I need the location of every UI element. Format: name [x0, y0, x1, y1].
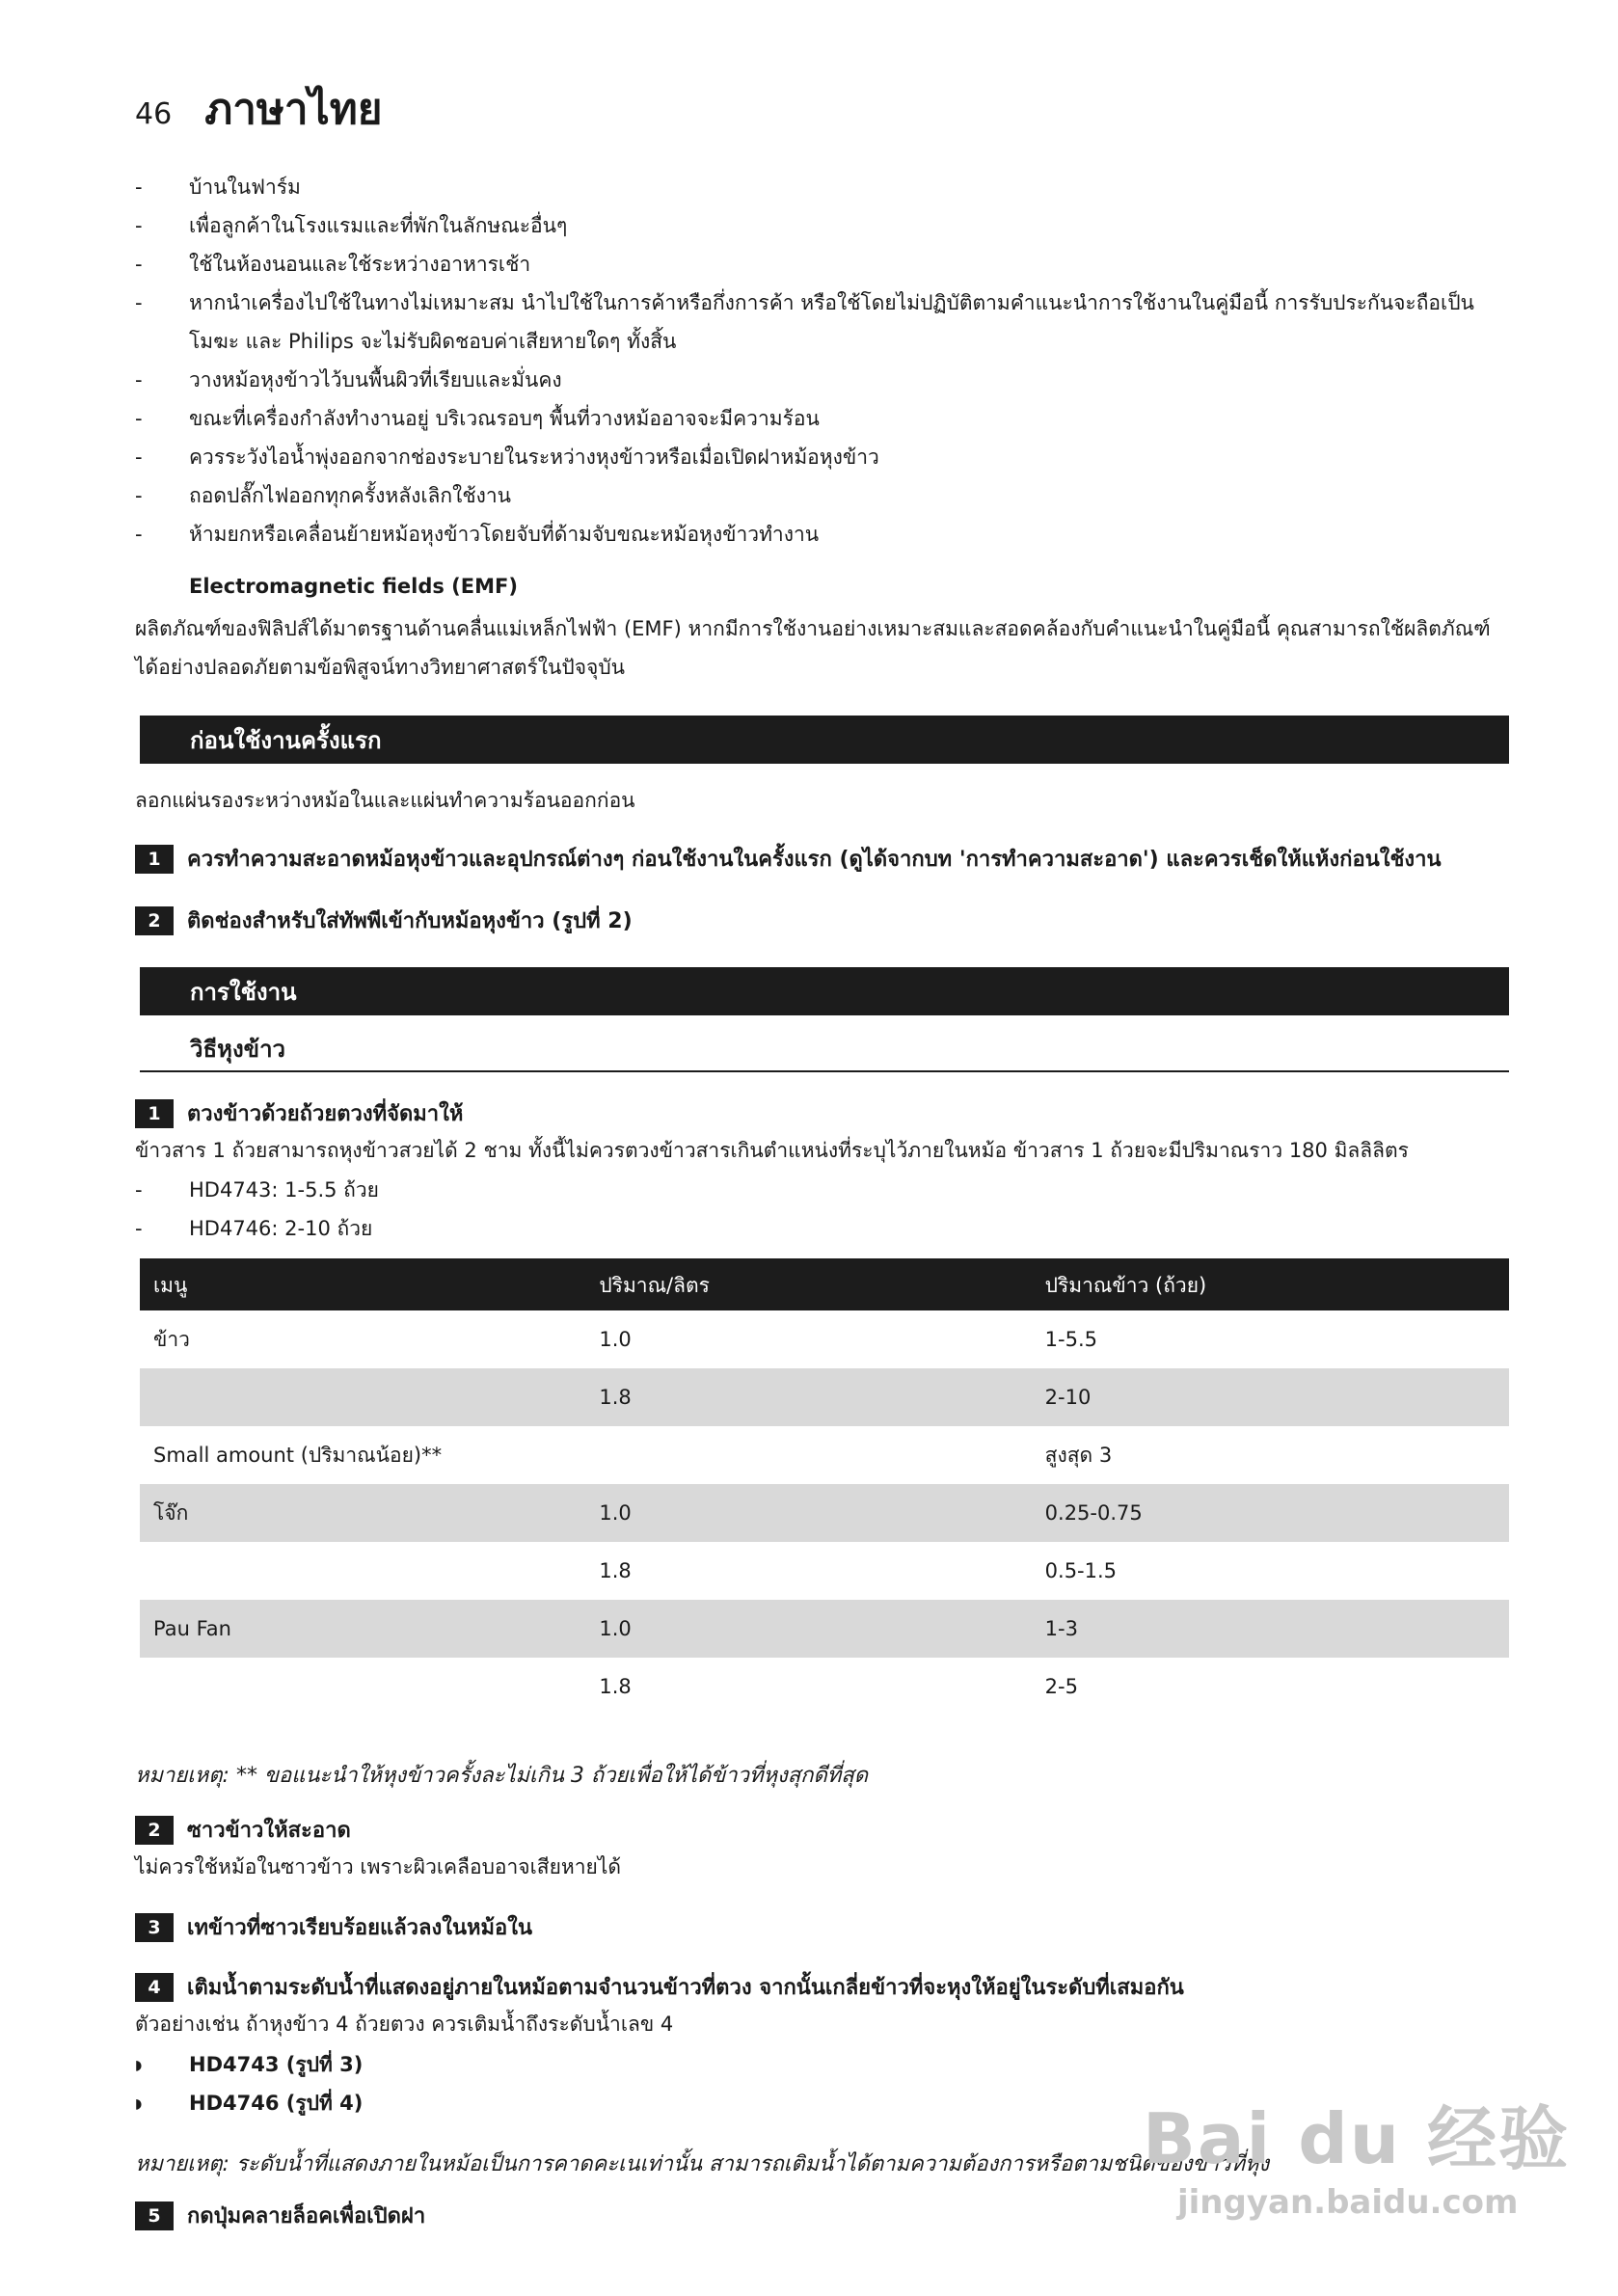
- table-row: 1.8 0.5-1.5: [599, 1559, 1118, 1582]
- section-before-first-use: ก่อนใช้งานครั้งแรก: [140, 716, 1509, 764]
- step-description: ข้าวสาร 1 ถ้วยสามารถหุงข้าวสวยได้ 2 ชาม ทั้งนี้ไม่ควรตวงข้าวสารเกินตำแหน่งที่ระบุไว้ภายในหม้อ ข้าวสาร 1 ถ้วยจะมีปริมาณราว 180 มิลลิลิตร: [135, 1139, 1409, 1162]
- step-number: 2: [135, 906, 174, 935]
- list-item: - ขณะที่เครื่องกำลังทำงานอยู่ บริเวณรอบๆ พื้นที่วางหม้ออาจจะมีความร้อน: [135, 407, 820, 430]
- table-row: ข้าว 1.0 1-5.5: [153, 1327, 1097, 1351]
- intro-bullet-list: [135, 168, 1504, 554]
- bullet-icon: ◗: [135, 2057, 143, 2073]
- subheading-how-to-cook: วิธีหุงข้าว: [140, 1030, 1509, 1072]
- step-text: ตวงข้าวด้วยถ้วยตวงที่จัดมาให้: [187, 1102, 464, 1126]
- step-text: ซาวข้าวให้สะอาด: [187, 1819, 351, 1843]
- step-item: [135, 2199, 425, 2232]
- emf-paragraph: ผลิตภัณฑ์ของฟิลิปส์ได้มาตรฐานด้านคลื่นแม่เหล็กไฟฟ้า (EMF) หากมีการใช้งานอย่างเหมาะสมและสอดคล้องกับคำแนะนำในคู่มือนี้ คุณสามารถใช้ผลิตภัณฑ์ได้อย่างปลอดภัยตามข้อพิสูจน์ทางวิทยาศาสตร์ในปัจจุบัน: [135, 617, 1491, 679]
- list-item: - หากนำเครื่องไปใช้ในทางไม่เหมาะสม นำไปใช้ในการค้าหรือกึ่งการค้า หรือใช้โดยไม่ปฏิบัติตามคำแนะนำการใช้งานในคู่มือนี้ การรับประกันจะถือเป็นโมฆะ และ Philips จะไม่รับผิดชอบค่าเสียหายใดๆ ทั้งสิ้น: [135, 291, 1474, 353]
- step-text: ควรทำความสะอาดหม้อหุงข้าวและอุปกรณ์ต่างๆ ก่อนใช้งานในครั้งแรก (ดูได้จากบท 'การทำความสะอาด') และควรเช็ดให้แห้งก่อนใช้งาน: [187, 848, 1442, 872]
- before-first-use-intro: ลอกแผ่นรองระหว่างหม้อในและแผ่นทำความร้อนออกก่อน: [135, 789, 635, 812]
- column-header: ปริมาณข้าว (ถ้วย): [1044, 1274, 1207, 1297]
- spec-item: - HD4746: 2-10 ถ้วย: [135, 1217, 373, 1240]
- step-text: เทข้าวที่ซาวเรียบร้อยแล้วลงในหม้อใน: [187, 1916, 533, 1940]
- page-header: [135, 75, 383, 143]
- list-item: - วางหม้อหุงข้าวไว้บนพื้นผิวที่เรียบและมั่นคง: [135, 368, 562, 392]
- step-number: 1: [135, 845, 174, 874]
- list-item: - ห้ามยกหรือเคลื่อนย้ายหม้อหุงข้าวโดยจับที่ด้ามจับขณะหม้อหุงข้าวทำงาน: [135, 523, 820, 546]
- step-text: กดปุ่มคลายล็อคเพื่อเปิดฝา: [187, 2204, 426, 2228]
- note-text: หมายเหตุ: ระดับน้ำที่แสดงภายในหม้อเป็นการคาดคะเนเท่านั้น สามารถเติมน้ำได้ตามความต้องการหรือตามชนิดของข้าวที่หุง: [135, 2152, 1270, 2176]
- step-item: [135, 1910, 532, 1944]
- watermark-brand: Bai du 经验: [1143, 2098, 1571, 2179]
- list-item: - ถอดปลั๊กไฟออกทุกครั้งหลังเลิกใช้งาน: [135, 484, 512, 507]
- table-header-row: [140, 1258, 1509, 1310]
- step-text: เติมน้ำตามระดับน้ำที่แสดงอยู่ภายในหม้อตามจำนวนข้าวที่ตวง จากนั้นเกลี่ยข้าวที่จะหุงให้อยู่ในระดับที่เสมอกัน: [187, 1976, 1184, 2000]
- step-item: [135, 1096, 463, 1130]
- page-title: ภาษาไทย: [204, 85, 383, 134]
- step-number: 5: [135, 2201, 174, 2230]
- emf-heading: Electromagnetic fields (EMF): [189, 575, 518, 598]
- table-row: Small amount (ปริมาณน้อย)** สูงสุด 3: [153, 1443, 1113, 1467]
- step-item: [135, 1970, 1184, 2004]
- column-header: เมนู: [153, 1274, 188, 1297]
- step-description: ไม่ควรใช้หม้อในซาวข้าว เพราะผิวเคลือบอาจเสียหายได้: [135, 1855, 622, 1878]
- step-item: [135, 1813, 351, 1847]
- step-item: [135, 904, 633, 937]
- bullet-icon: ◗: [135, 2095, 143, 2112]
- table-row: 1.8 2-10: [140, 1368, 1509, 1426]
- model-item: ◗ HD4746 (รูปที่ 4): [135, 2092, 364, 2115]
- table-row: โจ๊ก 1.0 0.25-0.75: [140, 1484, 1509, 1542]
- model-item: ◗ HD4743 (รูปที่ 3): [135, 2053, 364, 2076]
- cooking-table: [140, 1258, 1509, 1715]
- spec-item: - HD4743: 1-5.5 ถ้วย: [135, 1178, 379, 1202]
- list-item: - เพื่อลูกค้าในโรงแรมและที่พักในลักษณะอื่นๆ: [135, 214, 568, 237]
- list-item: - ใช้ในห้องนอนและใช้ระหว่างอาหารเช้า: [135, 253, 531, 276]
- column-header: ปริมาณ/ลิตร: [599, 1274, 710, 1297]
- table-row: Pau Fan 1.0 1-3: [140, 1600, 1509, 1658]
- step-number: 3: [135, 1913, 174, 1942]
- watermark-url: jingyan.baidu.com: [1177, 2183, 1519, 2222]
- page-number: 46: [135, 97, 173, 131]
- step-text: ติดช่องสำหรับใส่ทัพพีเข้ากับหม้อหุงข้าว (รูปที่ 2): [187, 909, 633, 933]
- step-number: 2: [135, 1816, 174, 1845]
- step-number: 1: [135, 1099, 174, 1128]
- list-item: - บ้านในฟาร์ม: [135, 176, 301, 199]
- step-item: [135, 842, 1442, 876]
- table-row: 1.8 2-5: [599, 1675, 1078, 1698]
- note-text: หมายเหตุ: ** ขอแนะนำให้หุงข้าวครั้งละไม่เกิน 3 ถ้วยเพื่อให้ได้ข้าวที่หุงสุกดีที่สุด: [135, 1764, 869, 1788]
- section-usage: การใช้งาน: [140, 967, 1509, 1015]
- step-number: 4: [135, 1973, 174, 2002]
- step-description: ตัวอย่างเช่น ถ้าหุงข้าว 4 ถ้วยตวง ควรเติมน้ำถึงระดับน้ำเลข 4: [135, 2012, 674, 2036]
- list-item: - ควรระวังไอน้ำพุ่งออกจากช่องระบายในระหว่างหุงข้าวหรือเมื่อเปิดฝาหม้อหุงข้าว: [135, 446, 879, 469]
